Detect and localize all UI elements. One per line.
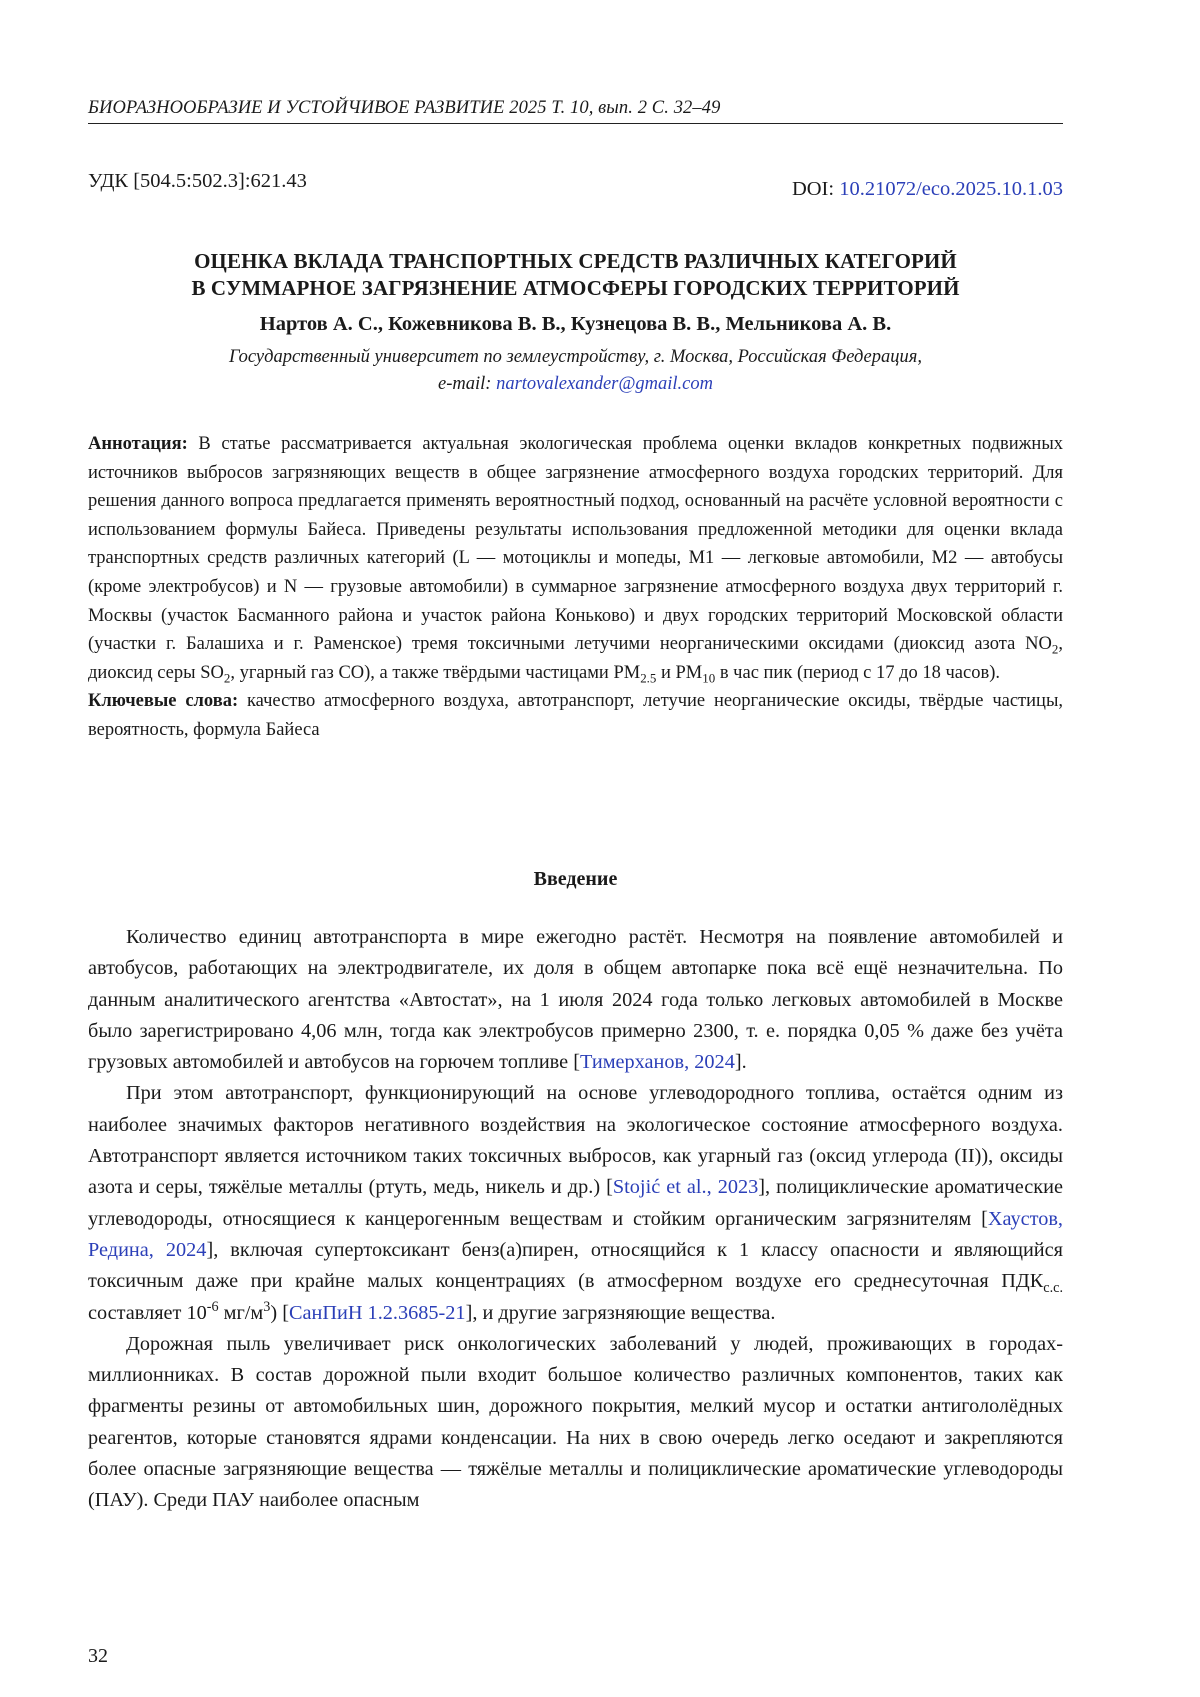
subscript: 2 xyxy=(1051,641,1059,657)
abstract-text: и PM xyxy=(656,662,703,683)
citation-link[interactable]: СанПиН 1.2.3685-21 xyxy=(288,1301,466,1324)
paragraph-text: ], и другие загрязняющие вещества. xyxy=(465,1301,776,1324)
paragraph-text: ], полициклические ароматические углеводороды, относящиеся к канцерогенным веществам и стойким органическим загрязнителям [ xyxy=(88,1176,1064,1230)
doi-label: DOI: xyxy=(791,178,840,200)
article-title xyxy=(88,248,1063,302)
keywords-label: Ключевые слова: xyxy=(88,691,239,712)
abstract-text: В статье рассматривается актуальная экологическая проблема оценки вкладов конкретных подвижных источников выбросов загрязняющих веществ в общее загрязнение атмосферного воздуха городских территорий. Для решения данного вопроса предлагается применять вероятностный подход, основанный на расчёте условной вероятности с использованием формулы Байеса. Приведены результаты использования предложенной методики для оценки вклада транспортных средств различных категорий (L — мотоциклы и мопеды, M1 — легковые автомобили, M2 — автобусы (кроме электробусов) и N — грузовые автомобили) в суммарное загрязнение атмосферного воздуха двух территорий г. Москвы (участок Басманного района и участок района Коньково) и двух городских территорий Московской области (участки г. Балашиха и г. Раменское) тремя токсичными летучими неорганическими оксидами (диоксид азота NO xyxy=(88,434,1063,655)
authors: Нартов А. С., Кожевникова В. В., Кузнецова В. В., Мельникова А. В. xyxy=(259,313,892,335)
udk-code: УДК [504.5:502.3]:621.43 xyxy=(88,170,307,192)
paragraph-text: мг/м xyxy=(218,1301,264,1324)
abstract-paragraph xyxy=(88,430,1063,687)
paragraph-text: При этом автотранспорт, функционирующий на основе углеводородного топлива, остаётся одним из наиболее значимых факторов негативного воздействия на экологическое состояние атмосферного воздуха. Автотранспорт является источником таких токсичных выбросов, как угарный газ (оксид углерода (II)), оксиды азота и серы, тяжёлые металлы (ртуть, медь, никель и др.) [ xyxy=(88,1082,1063,1199)
running-head: БИОРАЗНООБРАЗИЕ И УСТОЙЧИВОЕ РАЗВИТИЕ 2025 Т. 10, вып. 2 С. 32–49 xyxy=(88,98,1063,124)
section-heading: Введение xyxy=(533,868,618,890)
abstract-text: , диоксид серы SO xyxy=(88,634,1063,683)
abstract-label: Аннотация: xyxy=(88,434,188,454)
paragraph-text: ], включая супертоксикант бенз(а)пирен, относящийся к 1 классу опасности и являющийся токсичным даже при крайне малых концентрациях (в атмосферном воздухе его среднесуточная ПДК xyxy=(88,1238,1063,1293)
subscript: 2 xyxy=(223,670,231,686)
doi-link[interactable]: 10.21072/eco.2025.10.1.03 xyxy=(839,178,1063,200)
email-label: e-mail: xyxy=(438,374,497,394)
paragraph-1 xyxy=(88,922,1063,1078)
email-line xyxy=(88,371,1063,398)
subscript: с.с. xyxy=(1043,1280,1063,1297)
paragraph-text: ]. xyxy=(734,1051,747,1074)
body-text xyxy=(88,922,1063,1517)
page-number: 32 xyxy=(88,1645,108,1667)
paragraph-text: ) [ xyxy=(270,1301,289,1324)
keywords-paragraph xyxy=(88,687,1063,744)
title-line-1: ОЦЕНКА ВКЛАДА ТРАНСПОРТНЫХ СРЕДСТВ РАЗЛИЧНЫХ КАТЕГОРИЙ xyxy=(194,249,957,273)
abstract-text: в час пик (период с 17 до 18 часов). xyxy=(715,662,1000,683)
paragraph-3: Дорожная пыль увеличивает риск онкологических заболеваний у людей, проживающих в городах-миллионниках. В состав дорожной пыли входит большое количество различных компонентов, таких как фрагменты резины от автомобильных шин, дорожного покрытия, мелкий мусор и остатки антигололёдных реагентов, которые становятся ядрами конденсации. На них в свою очередь легко оседают и закрепляются более опасные загрязняющие вещества — тяжёлые металлы и полициклические ароматические углеводороды (ПАУ). Среди ПАУ наиболее опасным xyxy=(88,1332,1063,1512)
keywords-text: качество атмосферного воздуха, автотранспорт, летучие неорганические оксиды, твёрдые частицы, вероятность, формула Байеса xyxy=(88,691,1063,740)
abstract xyxy=(88,430,1063,745)
superscript: 3 xyxy=(263,1298,271,1315)
subscript: 2.5 xyxy=(640,670,657,686)
abstract-text: , угарный газ CO), а также твёрдыми частицами PM xyxy=(230,662,641,683)
paragraph-text: составляет 10 xyxy=(88,1301,207,1324)
citation-link[interactable]: Хаустов, Редина, 2024 xyxy=(88,1207,1063,1261)
paragraph-2 xyxy=(88,1078,1063,1328)
subscript: 10 xyxy=(702,670,716,686)
superscript: -6 xyxy=(206,1298,219,1315)
citation-link[interactable]: Тимерханов, 2024 xyxy=(579,1051,735,1074)
journal-page xyxy=(88,0,1112,1697)
title-line-2: В СУММАРНОЕ ЗАГРЯЗНЕНИЕ АТМОСФЕРЫ ГОРОДСКИХ ТЕРРИТОРИЙ xyxy=(191,276,960,300)
affiliation-block xyxy=(88,344,1063,398)
affiliation: Государственный университет по землеустройству, г. Москва, Российская Федерация, xyxy=(229,347,922,367)
paragraph-text: Количество единиц автотранспорта в мире ежегодно растёт. Несмотря на появление автомобилей и автобусов, работающих на электродвигателе, их доля в общем автопарке пока всё ещё незначительна. По данным аналитического агентства «Автостат», на 1 июля 2024 года только легковых автомобилей в Москве было зарегистрировано 4,06 млн, тогда как электробусов примерно 2300, т. е. порядка 0,05 % даже без учёта грузовых автомобилей и автобусов на горючем топливе [ xyxy=(88,926,1063,1074)
email-link[interactable]: nartovalexander@gmail.com xyxy=(496,374,713,394)
doi xyxy=(792,178,1063,201)
citation-link[interactable]: Stojić et al., 2023 xyxy=(612,1176,759,1199)
